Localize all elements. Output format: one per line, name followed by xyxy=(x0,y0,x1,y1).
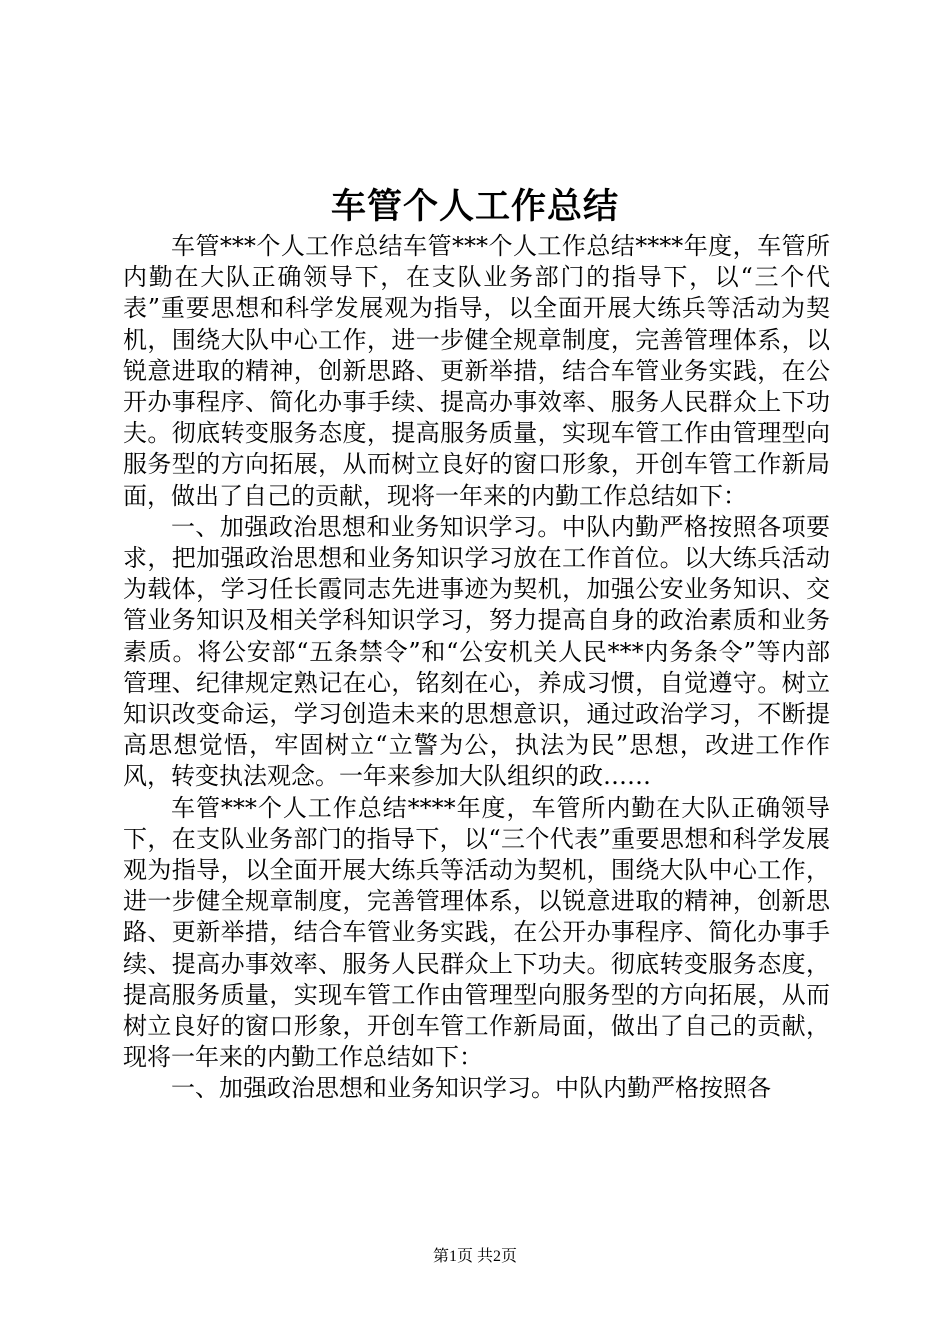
document-body xyxy=(123,231,830,1105)
paragraph-intro: 车管***个人工作总结车管***个人工作总结****年度，车管所内勤在大队正确领导下，在支队业务部门的指导下，以“三个代表”重要思想和科学发展观为指导，以全面开展大练兵等活动为契机，围绕大队中心工作，进一步健全规章制度，完善管理体系，以锐意进取的精神，创新思路、更新举措，结合车管业务实践，在公开办事程序、简化办事手续、提高办事效率、服务人民群众上下功夫。彻底转变服务态度，提高服务质量，实现车管工作由管理型向服务型的方向拓展，从而树立良好的窗口形象，开创车管工作新局面，做出了自己的贡献，现将一年来的内勤工作总结如下： xyxy=(123,232,830,510)
paragraph-section-one: 一、加强政治思想和业务知识学习。中队内勤严格按照各项要求，把加强政治思想和业务知识学习放在工作首位。以大练兵活动为载体，学习任长霞同志先进事迹为契机，加强公安业务知识、交管业务知识及相关学科知识学习，努力提高自身的政治素质和业务素质。将公安部“五条禁令”和“公安机关人民***内务条令”等内部管理、纪律规定熟记在心，铭刻在心，养成习惯，自觉遵守。树立知识改变命运，学习创造未来的思想意识，通过政治学习，不断提高思想觉悟，牢固树立“立警为公，执法为民”思想，改进工作作风，转变执法观念。一年来参加大队组织的政…… xyxy=(123,512,830,791)
page-number-footer: 第1页 共2页 xyxy=(432,1248,517,1265)
paragraph-section-one-repeat: 一、加强政治思想和业务知识学习。中队内勤严格按照各 xyxy=(171,1074,771,1103)
paragraph-intro-repeat: 车管***个人工作总结****年度，车管所内勤在大队正确领导下，在支队业务部门的指导下，以“三个代表”重要思想和科学发展观为指导，以全面开展大练兵等活动为契机，围绕大队中心工作，进一步健全规章制度，完善管理体系，以锐意进取的精神，创新思路、更新举措，结合车管业务实践，在公开办事程序、简化办事手续、提高办事效率、服务人民群众上下功夫。彻底转变服务态度，提高服务质量，实现车管工作由管理型向服务型的方向拓展，从而树立良好的窗口形象，开创车管工作新局面，做出了自己的贡献，现将一年来的内勤工作总结如下： xyxy=(123,793,830,1072)
document-title: 车管个人工作总结 xyxy=(330,187,619,227)
